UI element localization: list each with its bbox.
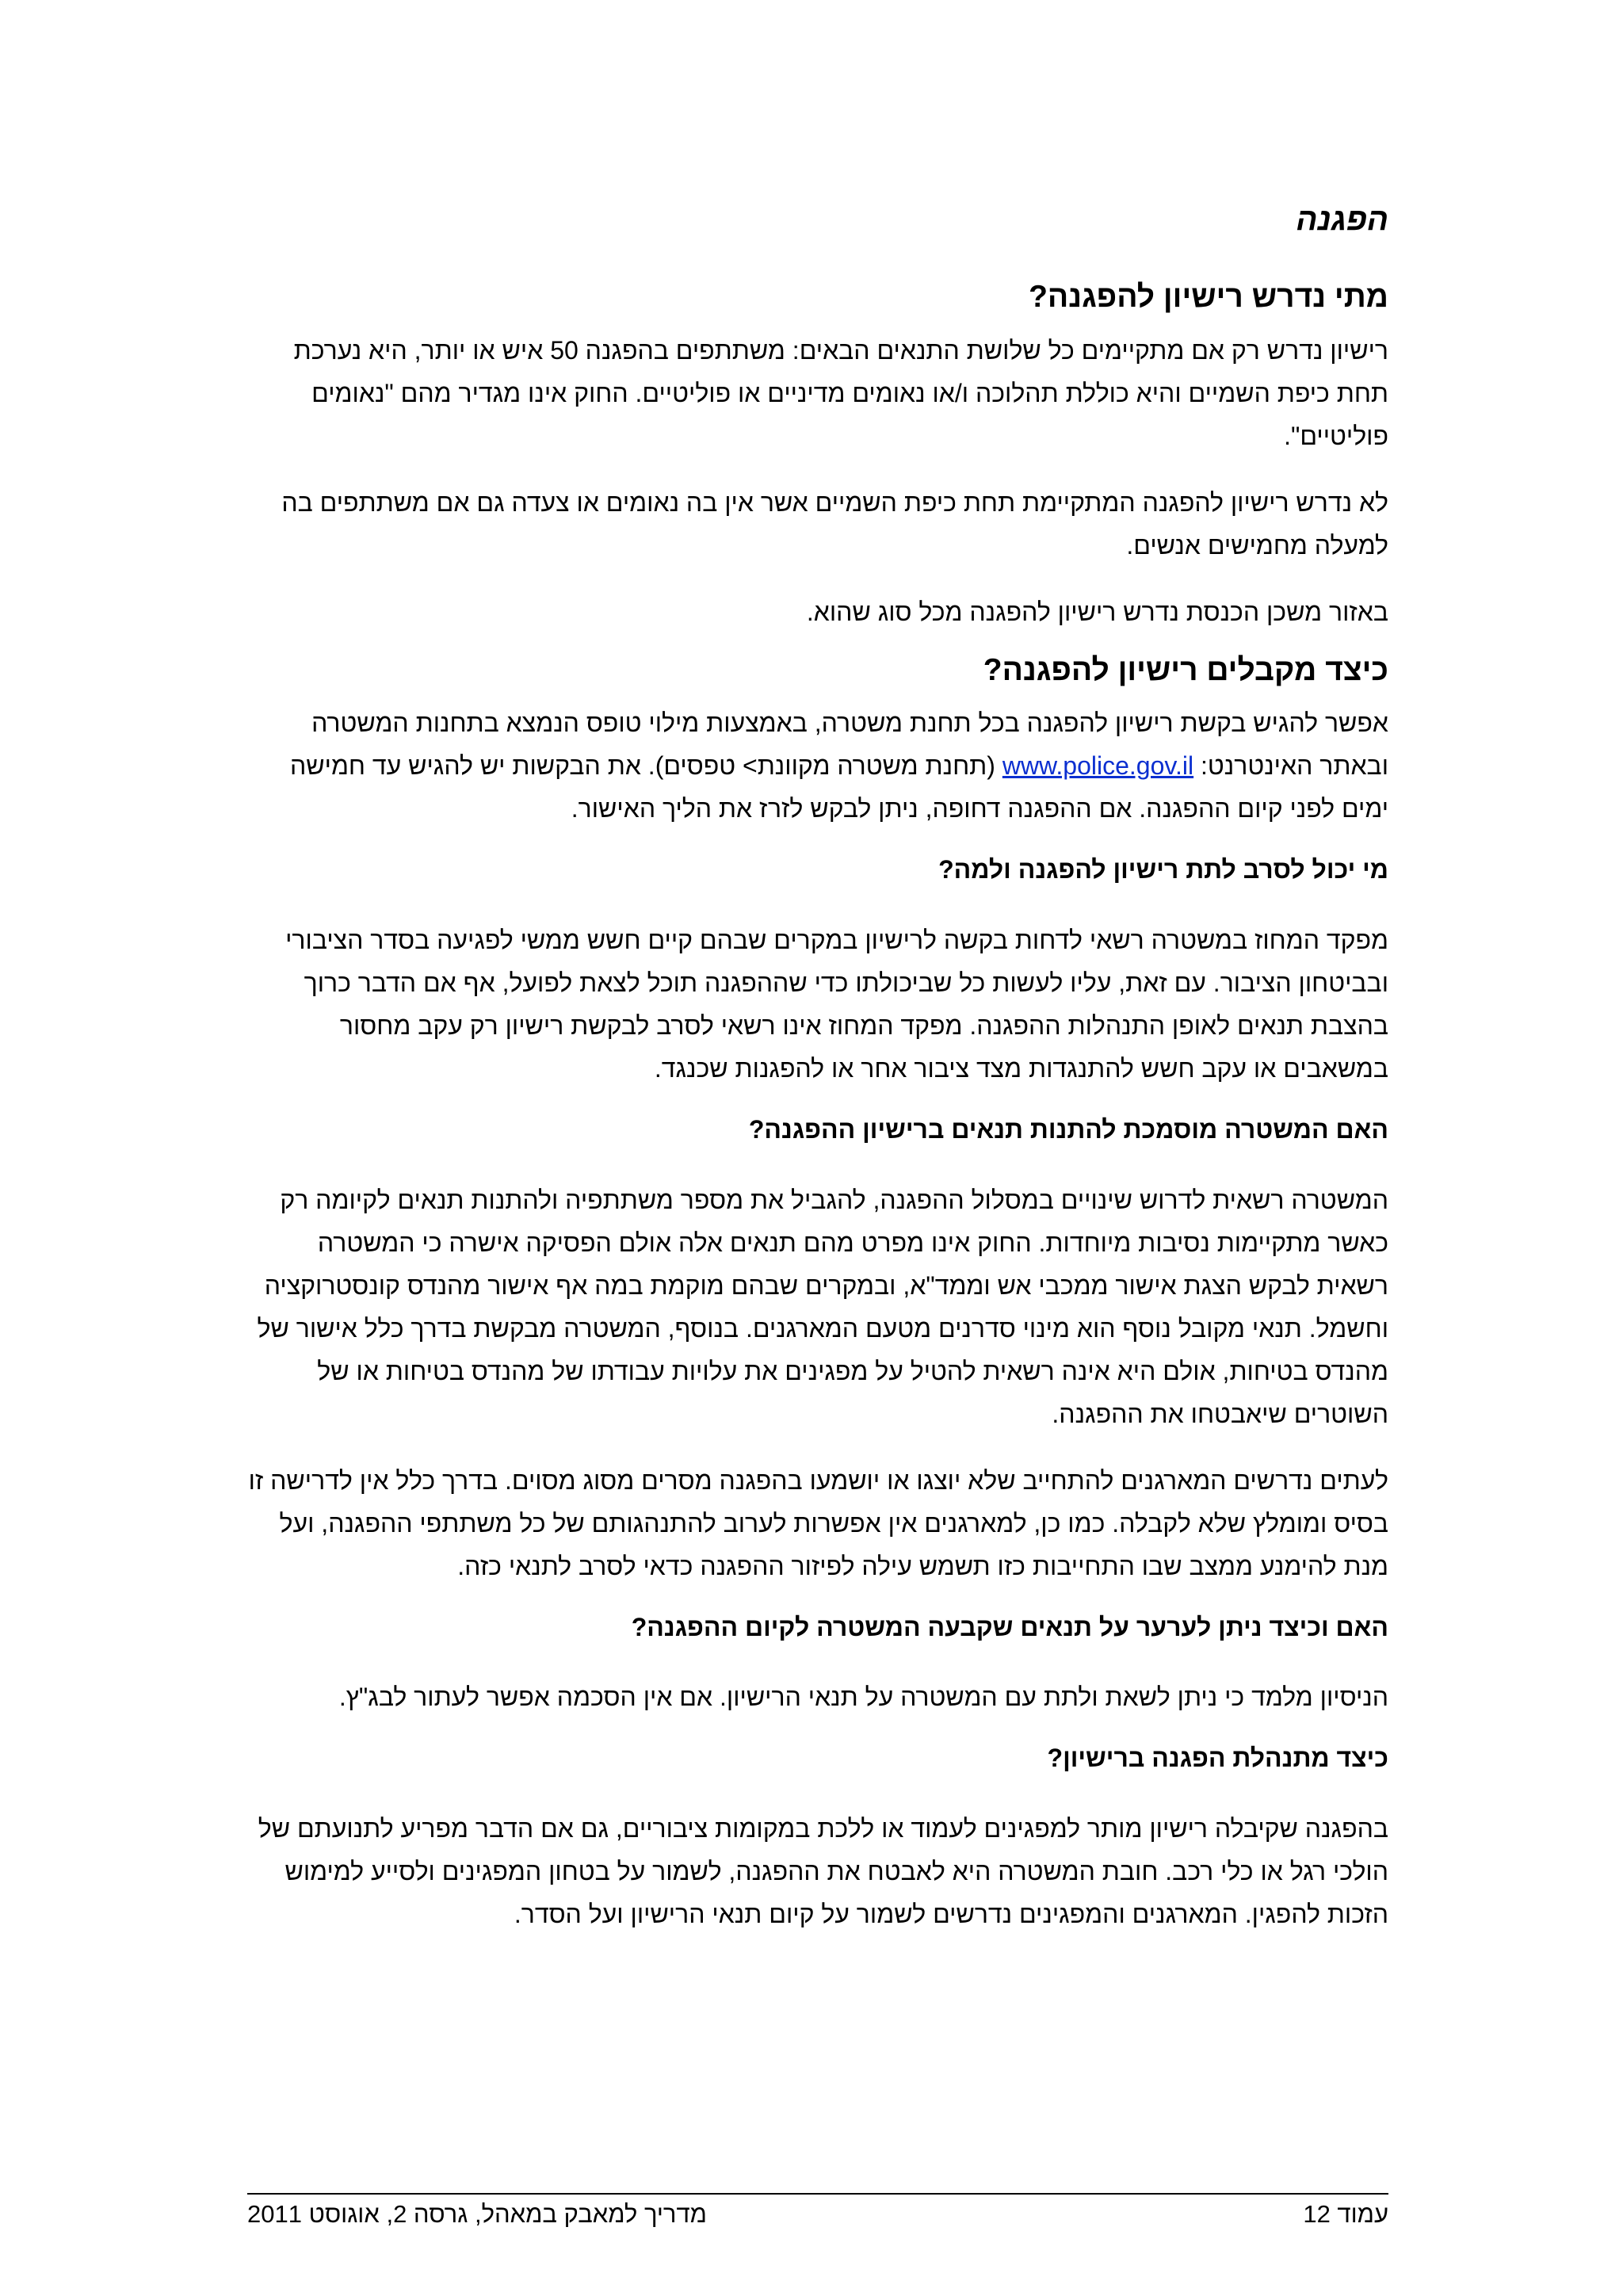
- section-conditions: [247, 1114, 1388, 1587]
- paragraph: רישיון נדרש רק אם מתקיימים כל שלושת התנאים הבאים: משתתפים בהפגנה 50 איש או יותר, היא נערכת תחת כיפת השמיים והיא כוללת תהלוכה ו/או נאומים מדיניים או פוליטיים. החוק אינו מגדיר מהם "נאומים פוליטיים".: [293, 335, 1388, 450]
- paragraph: [247, 701, 1388, 830]
- section-licensed-demonstration: [247, 1742, 1388, 1935]
- document-body: [247, 277, 1388, 1959]
- paragraph: בהפגנה שקיבלה רישיון מותר למפגינים לעמוד או ללכת במקומות ציבוריים, גם אם הדבר מפריע לתנועתם של הולכי רגל או כלי רכב. חובת המשטרה היא לאבטח את ההפגנה, לשמור על בטחון המפגינים ולסייע למימוש הזכות להפגין. המארגנים והמפגינים נדרשים לשמור על קיום תנאי הרישיון ועל הסדר.: [258, 1813, 1388, 1928]
- paragraph: באזור משכן הכנסת נדרש רישיון להפגנה מכל סוג שהוא.: [806, 597, 1388, 626]
- section-license-required: [247, 277, 1388, 633]
- section-heading: האם המשטרה מוסמכת להתנות תנאים ברישיון ההפגנה?: [748, 1114, 1388, 1144]
- footer-divider: [247, 2193, 1388, 2195]
- section-who-can-refuse: [247, 854, 1388, 1090]
- paragraph: מפקד המחוז במשטרה רשאי לדחות בקשה לרישיון במקרים שבהם קיים חשש ממשי לפגיעה בסדר הציבורי ובביטחון הציבור. עם זאת, עליו לעשות כל שביכולתו כדי שההפגנה תוכל לצאת לפועל, אף אם הדבר כרוך בהצבת תנאים לאופן התנהלות ההפגנה. מפקד המחוז אינו רשאי לסרב לבקשת רישיון רק עקב מחסור במשאבים או עקב חשש להתנגדות מצד ציבור אחר או להפגנות שכנגד.: [285, 925, 1388, 1083]
- document-page: [247, 0, 1388, 2296]
- section-heading: מי יכול לסרב לתת רישיון להפגנה ולמה?: [938, 855, 1388, 884]
- paragraph-text: אפשר להגיש בקשת רישיון להפגנה בכל תחנת משטרה, באמצעות מילוי טופס הנמצא בתחנות המשטרה ובאתר האינטרנט:: [311, 709, 1388, 781]
- paragraph: המשטרה רשאית לדרוש שינויים במסלול ההפגנה, להגביל את מספר משתתפיה ולהתנות תנאים לקיומה רק כאשר מתקיימות נסיבות מיוחדות. החוק אינו מפרט מהם תנאים אלה אולם הפסיקה אישרה כי המשטרה רשאית לבקש הצגת אישור ממכבי אש וממד"א, ובמקרים שבהם מוקמת במה אף אישור מהנדס קונסטרוקציה וחשמל. תנאי מקובל נוסף הוא מינוי סדרנים מטעם המארגנים. בנוסף, המשטרה מבקשת בדרך כלל אישור של מהנדס בטיחות, אולם היא אינה רשאית להטיל על מפגינים את עלויות עבודתו של מהנדס בטיחות או של השוטרים שיאבטחו את ההפגנה.: [257, 1185, 1388, 1428]
- section-heading: מתי נדרש רישיון להפגנה?: [1029, 280, 1388, 314]
- section-heading: האם וכיצד ניתן לערער על תנאים שקבעה המשטרה לקיום ההפגנה?: [631, 1612, 1388, 1641]
- page-footer: [247, 2197, 1388, 2232]
- paragraph: הניסיון מלמד כי ניתן לשאת ולתת עם המשטרה על תנאי הרישיון. אם אין הסכמה אפשר לעתור לבג"ץ.: [338, 1683, 1388, 1712]
- footer-page-number: עמוד 12: [1303, 2200, 1388, 2228]
- police-website-link[interactable]: www.police.gov.il: [1002, 751, 1194, 781]
- section-how-to-get-license: [247, 651, 1388, 831]
- document-title: הפגנה: [1296, 202, 1388, 237]
- section-heading: כיצד מתנהלת הפגנה ברישיון?: [1047, 1744, 1388, 1773]
- footer-guide-title: מדריך למאבק במאהל, גרסה 2, אוגוסט 2011: [247, 2200, 707, 2228]
- section-heading: כיצד מקבלים רישיון להפגנה?: [983, 652, 1388, 687]
- section-appeal: [247, 1611, 1388, 1719]
- paragraph-text: (תחנת משטרה מקוונת> טפסים). את הבקשות יש להגיש עד חמישה ימים לפני קיום ההפגנה. אם ההפגנה דחופה, ניתן לבקש לזרז את הליך האישור.: [289, 751, 1388, 823]
- paragraph: לא נדרש רישיון להפגנה המתקיימת תחת כיפת השמיים אשר אין בה נאומים או צעדה גם אם משתתפים בה למעלה מחמישים אנשים.: [281, 487, 1388, 560]
- paragraph: לעתים נדרשים המארגנים להתחייב שלא יוצגו או יושמעו בהפגנה מסרים מסוג מסוים. בדרך כלל אין לדרישה זו בסיס ומומלץ שלא לקבלה. כמו כן, למארגנים אין אפשרות לערוב להתנהגותם של כל משתתפי ההפגנה, ועל מנת להימנע ממצב שבו התחייבות כזו תשמש עילה לפיזור ההפגנה כדאי לסרב לתנאי כזה.: [248, 1465, 1388, 1580]
